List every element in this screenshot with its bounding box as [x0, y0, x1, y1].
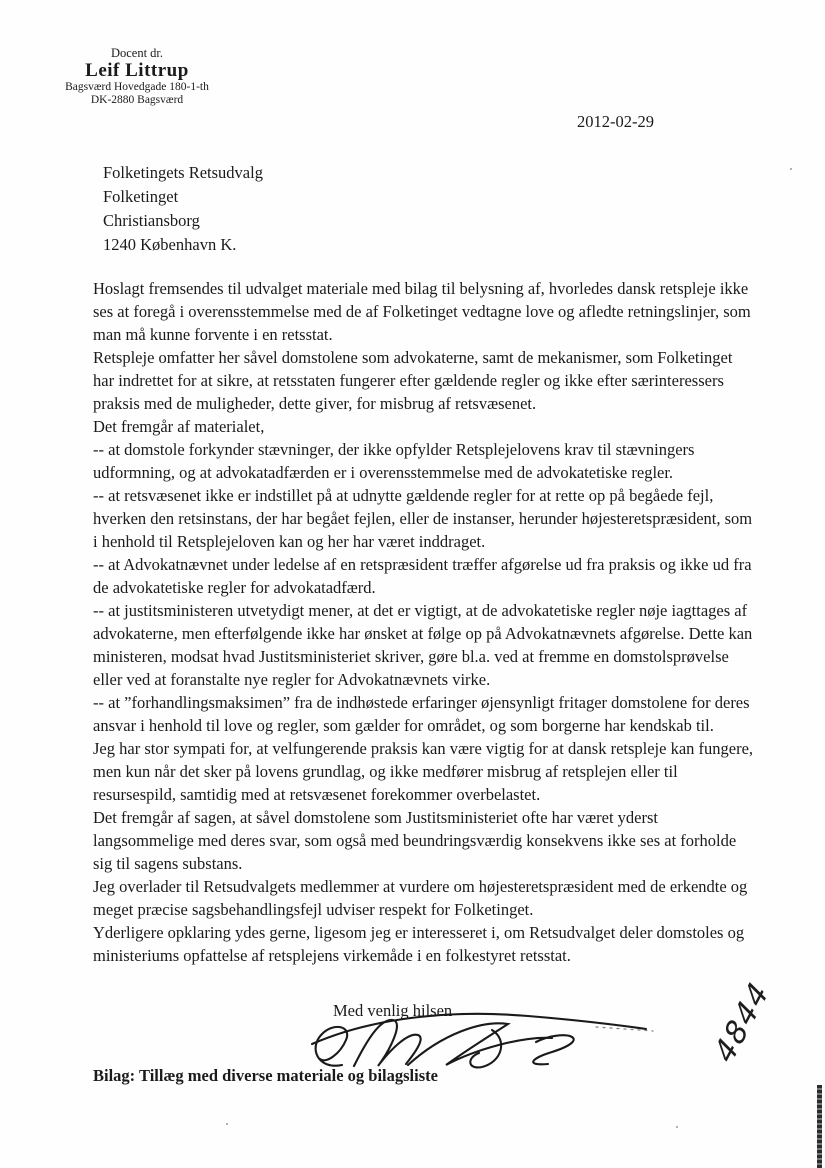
body-paragraph: Det fremgår af sagen, at såvel domstolene som Justitsministeriet ofte har været yderst langsommelige med deres svar, som også med beundringsværdig konsekvens ikke ses at forholde sig til sagens substans.: [93, 808, 737, 873]
letter-date: 2012-02-29: [577, 112, 654, 131]
body-paragraph: -- at domstole forkynder stævninger, der ikke opfylder Retsplejelovens krav til stævningers udformning, og at advokatadfærden er i overensstemmelse med de advokatetiske regler.: [93, 440, 695, 482]
attachment-note: Bilag: Tillæg med diverse materiale og bilagsliste: [93, 1066, 438, 1085]
body-paragraph: -- at retsvæsenet ikke er indstillet på at udnytte gældende regler for at rette op på begåede fejl, hverken den retsinstans, der har begået fejlen, eller de instanser, herunder højesteretspræsident, som i henhold til Retsplejeloven kan og her har været inddraget.: [93, 486, 753, 551]
scan-speck: [790, 168, 792, 170]
recipient-line: 1240 København K.: [103, 235, 237, 254]
body-paragraph: Jeg har stor sympati for, at velfungerende praksis kan være vigtig for at dansk retspleje kan fungere, men kun når det sker på lovens grundlag, og ikke medfører misbrug af retsplejen eller til resursespild, samtidig med at retsvæsenet forekommer overbelastet.: [93, 739, 754, 804]
body-paragraph: -- at justitsministeren utvetydigt mener, at det er vigtigt, at de advokatetiske regler nøje iagttages af advokaterne, men efterfølgende ikke har ønsket at følge op på Advokatnævnets afgørelse. Dette kan ministeren, modsat hvad Justitsministeriet skriver, gøre bl.a. ved at fremme en domstolsprøvelse eller ved at foranstalte nye regler for Advokatnævnets virke.: [93, 601, 753, 689]
sender-letterhead: [48, 46, 226, 107]
body-paragraph: -- at Advokatnævnet under ledelse af en retspræsident træffer afgørelse ud fra praksis og ikke ud fra de advokatetiske regler for advokatadfærd.: [93, 555, 752, 597]
body-paragraph: Jeg overlader til Retsudvalgets medlemmer at vurdere om højesteretspræsident med de erkendte og meget præcise sagsbehandlingsfejl udviser respekt for Folketinget.: [93, 877, 748, 919]
body-paragraph: Yderligere opklaring ydes gerne, ligesom jeg er interesseret i, om Retsudvalget deler domstoles og ministeriums opfattelse af retsplejens virkemåde i en folkestyret retsstat.: [93, 923, 745, 965]
body-paragraph: Det fremgår af materialet,: [93, 417, 265, 436]
body-paragraph: Hoslagt fremsendes til udvalget materiale med bilag til belysning af, hvorledes dansk retspleje ikke ses at foregå i overensstemmelse med de af Folketinget vedtagne love og afledte retningslinjer, som man må kunne forvente i en retsstat.: [93, 279, 751, 344]
body-paragraph: -- at ”forhandlingsmaksimen” fra de indhøstede erfaringer øjensynligt fritager domstolene for deres ansvar i henhold til love og regler, som gælder for området, og som borgerne har kendskab til.: [93, 693, 750, 735]
scan-artifact-strip: [817, 1085, 822, 1168]
recipient-line: Folketingets Retsudvalg: [103, 163, 263, 182]
closing-salutation: Med venlig hilsen: [333, 1001, 453, 1020]
letter-body: [93, 277, 757, 967]
sender-title: Docent dr.: [110, 46, 164, 60]
sender-name: Leif Littrup: [85, 60, 189, 81]
recipient-line: Folketinget: [103, 187, 179, 206]
body-paragraph: Retspleje omfatter her såvel domstolene som advokaterne, samt de mekanismer, som Folketinget har indrettet for at sikre, at retsstaten fungerer efter gældende regler og ikke efter særinteressers praksis med de muligheder, dette giver, for misbrug af retsvæsenet.: [93, 348, 733, 413]
scan-speck: [676, 1126, 678, 1128]
sender-address-line1: Bagsværd Hovedgade 180-1-th: [65, 81, 209, 94]
recipient-block: [103, 161, 263, 257]
scan-speck: [226, 1123, 228, 1125]
recipient-line: Christiansborg: [103, 211, 200, 230]
handwritten-number: 4844: [707, 975, 777, 1070]
sender-address-line2: DK-2880 Bagsværd: [90, 94, 184, 107]
signature-scrawl: [296, 1008, 656, 1070]
